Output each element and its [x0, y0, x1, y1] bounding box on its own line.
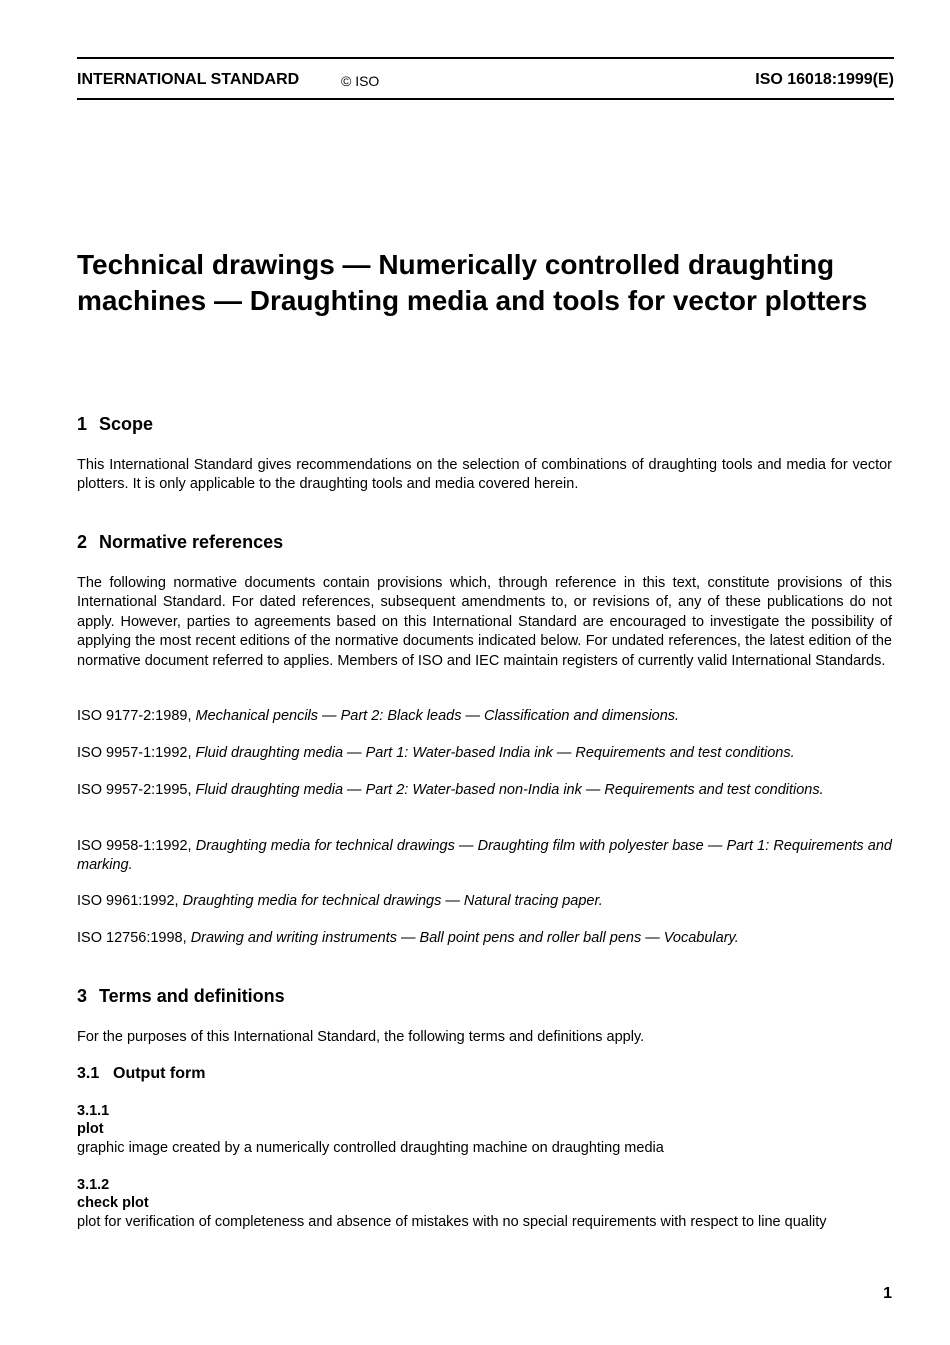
- section-heading-scope: [77, 413, 153, 435]
- term-definition: plot for verification of completeness and absence of mistakes with no special requirements with respect to line quality: [77, 1214, 827, 1230]
- reference-code: ISO 9177-2:1989,: [77, 708, 192, 724]
- standard-label: INTERNATIONAL STANDARD: [77, 71, 300, 88]
- running-header: [77, 70, 894, 92]
- term-definition: graphic image created by a numerically controlled draughting machine on draughting media: [77, 1140, 664, 1156]
- document-number: ISO 16018:1999(E): [755, 71, 894, 88]
- reference-item: [77, 929, 892, 948]
- section-number: 3: [77, 986, 88, 1006]
- reference-code: ISO 9958-1:1992,: [77, 838, 192, 854]
- reference-item: [77, 892, 892, 911]
- reference-code: ISO 9957-2:1995,: [77, 782, 192, 798]
- reference-title: Fluid draughting media — Part 1: Water-based India ink — Requirements and test conditions.: [195, 745, 795, 761]
- section-title: Terms and definitions: [99, 986, 285, 1006]
- reference-item: [77, 781, 892, 800]
- section-title: Normative references: [99, 532, 284, 552]
- term-name: plot: [77, 1121, 104, 1137]
- section-heading-terms-and-definitions: [77, 985, 285, 1007]
- subsection-title: Output form: [113, 1065, 206, 1082]
- page-number: 1: [883, 1285, 892, 1302]
- reference-title: Draughting media for technical drawings — Draughting film with polyester base — Part 1: Requirements and marking.: [77, 838, 892, 874]
- terms-intro-paragraph: For the purposes of this International Standard, the following terms and definitions apply.: [77, 1029, 645, 1045]
- reference-item: [77, 707, 892, 726]
- term-name: check plot: [77, 1195, 149, 1211]
- reference-code: ISO 9961:1992,: [77, 893, 179, 909]
- reference-code: ISO 12756:1998,: [77, 930, 187, 946]
- term-number: 3.1.2: [77, 1177, 110, 1193]
- subsection-number: 3.1: [77, 1065, 100, 1082]
- section-heading-normative-references: [77, 531, 283, 553]
- document-page: [77, 0, 894, 1345]
- reference-item: [77, 744, 892, 763]
- document-title: [77, 247, 907, 319]
- subsection-heading-output-form: [77, 1064, 205, 1084]
- reference-title: Mechanical pencils — Part 2: Black leads — Classification and dimensions.: [195, 708, 680, 724]
- reference-title: Fluid draughting media — Part 2: Water-based non-India ink — Requirements and test conditions.: [195, 782, 824, 798]
- header-bottom-rule: [77, 98, 894, 100]
- title-line-2: machines — Draughting media and tools for vector plotters: [77, 285, 868, 316]
- copyright-notice: © ISO: [341, 73, 380, 89]
- header-top-rule: [77, 57, 894, 59]
- section-number: 1: [77, 414, 88, 434]
- term-number: 3.1.1: [77, 1103, 110, 1119]
- section-number: 2: [77, 532, 88, 552]
- section-title: Scope: [99, 414, 154, 434]
- reference-title: Drawing and writing instruments — Ball point pens and roller ball pens — Vocabulary.: [190, 930, 739, 946]
- normative-references-paragraph: The following normative documents contain provisions which, through reference in this text, constitute provisions of this International Standard. For dated references, subsequent amendments to, or revisions of, any of these publications do not apply. However, parties to agreements based on this International Standard are encouraged to investigate the possibility of applying the most recent editions of the normative documents indicated below. For undated references, the latest edition of the normative document referred to applies. Members of ISO and IEC maintain registers of currently valid International Standards.: [77, 575, 892, 669]
- reference-item: [77, 837, 892, 876]
- reference-title: Draughting media for technical drawings — Natural tracing paper.: [182, 893, 603, 909]
- scope-paragraph: This International Standard gives recommendations on the selection of combinations of draughting tools and media for vector plotters. It is only applicable to the draughting tools and media covered herein.: [77, 457, 892, 493]
- reference-code: ISO 9957-1:1992,: [77, 745, 192, 761]
- title-line-1: Technical drawings — Numerically controlled draughting: [77, 249, 835, 280]
